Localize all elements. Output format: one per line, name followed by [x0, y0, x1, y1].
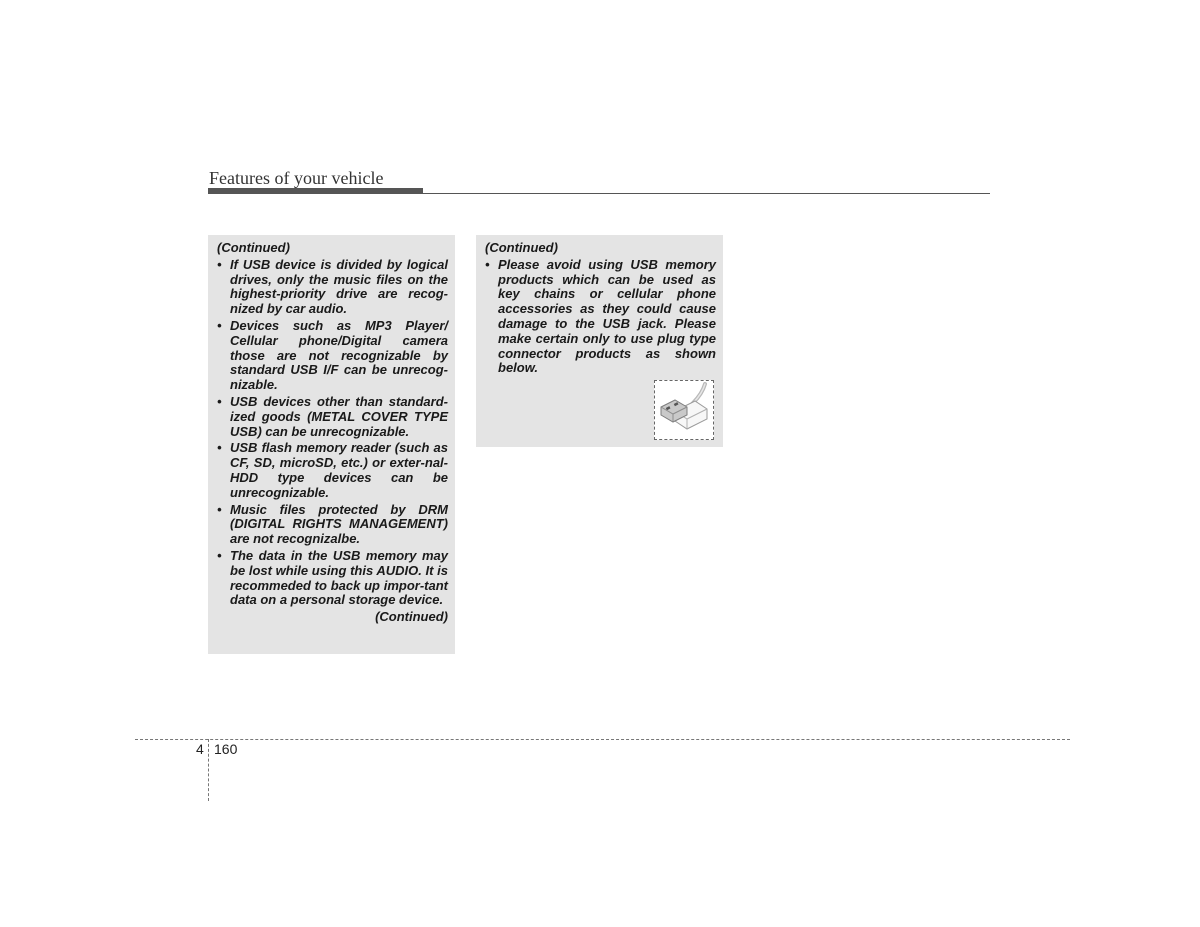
continued-label-top: (Continued): [485, 240, 558, 255]
usb-plug-icon: [655, 381, 713, 439]
page-header-title: Features of your vehicle: [209, 168, 384, 188]
bullet-icon: •: [217, 256, 222, 272]
bullet-icon: •: [217, 547, 222, 563]
list-item-text: USB devices other than standard-ized goods (METAL COVER TYPE USB) can be unrecognizable.: [230, 393, 448, 439]
list-item: [217, 441, 448, 500]
bullet-list: [485, 258, 716, 376]
bullet-icon: •: [217, 317, 222, 333]
list-item-text: If USB device is divided by logical drives, only the music files on the highest-priority drive are recog-nized by car audio.: [230, 256, 448, 317]
note-box-left: [208, 235, 455, 654]
chapter-number: 4: [196, 741, 204, 757]
footer-divider: [135, 739, 1070, 740]
bullet-icon: •: [217, 501, 222, 517]
footer-vertical-divider: [208, 739, 209, 801]
usb-plug-figure: [654, 380, 714, 440]
list-item-text: Please avoid using USB memory products which can be used as key chains or cellular phone accessories as they could cause damage to the USB jack. Please make certain only to use plug type connector products as shown below.: [498, 256, 716, 376]
continued-label-bottom: (Continued): [375, 609, 448, 625]
continued-label-top: (Continued): [217, 240, 290, 255]
list-item: [217, 258, 448, 317]
list-item-text: Music files protected by DRM (DIGITAL RIGHTS MANAGEMENT) are not recognizalbe.: [230, 501, 448, 547]
list-item: [217, 395, 448, 439]
list-item: [217, 319, 448, 393]
bullet-icon: •: [485, 256, 490, 272]
list-item: [485, 258, 716, 376]
header-rule: [423, 193, 990, 194]
bullet-icon: •: [217, 393, 222, 409]
list-item: [217, 503, 448, 547]
list-item-text: USB flash memory reader (such as CF, SD, microSD, etc.) or exter-nal-HDD type devices can be unrecognizable.: [230, 440, 448, 500]
bullet-list: [217, 258, 448, 608]
page-number: 160: [214, 741, 238, 757]
header-accent-bar: [208, 188, 423, 194]
list-item-text: Devices such as MP3 Player/ Cellular phone/Digital camera those are not recognizable by standard USB I/F can be unrecog-nizable.: [230, 317, 448, 393]
list-item-text: The data in the USB memory may be lost while using this AUDIO. It is recommeded to back up impor-tant data on a personal storage device.: [230, 547, 448, 608]
bullet-icon: •: [217, 440, 222, 456]
list-item: [217, 549, 448, 608]
